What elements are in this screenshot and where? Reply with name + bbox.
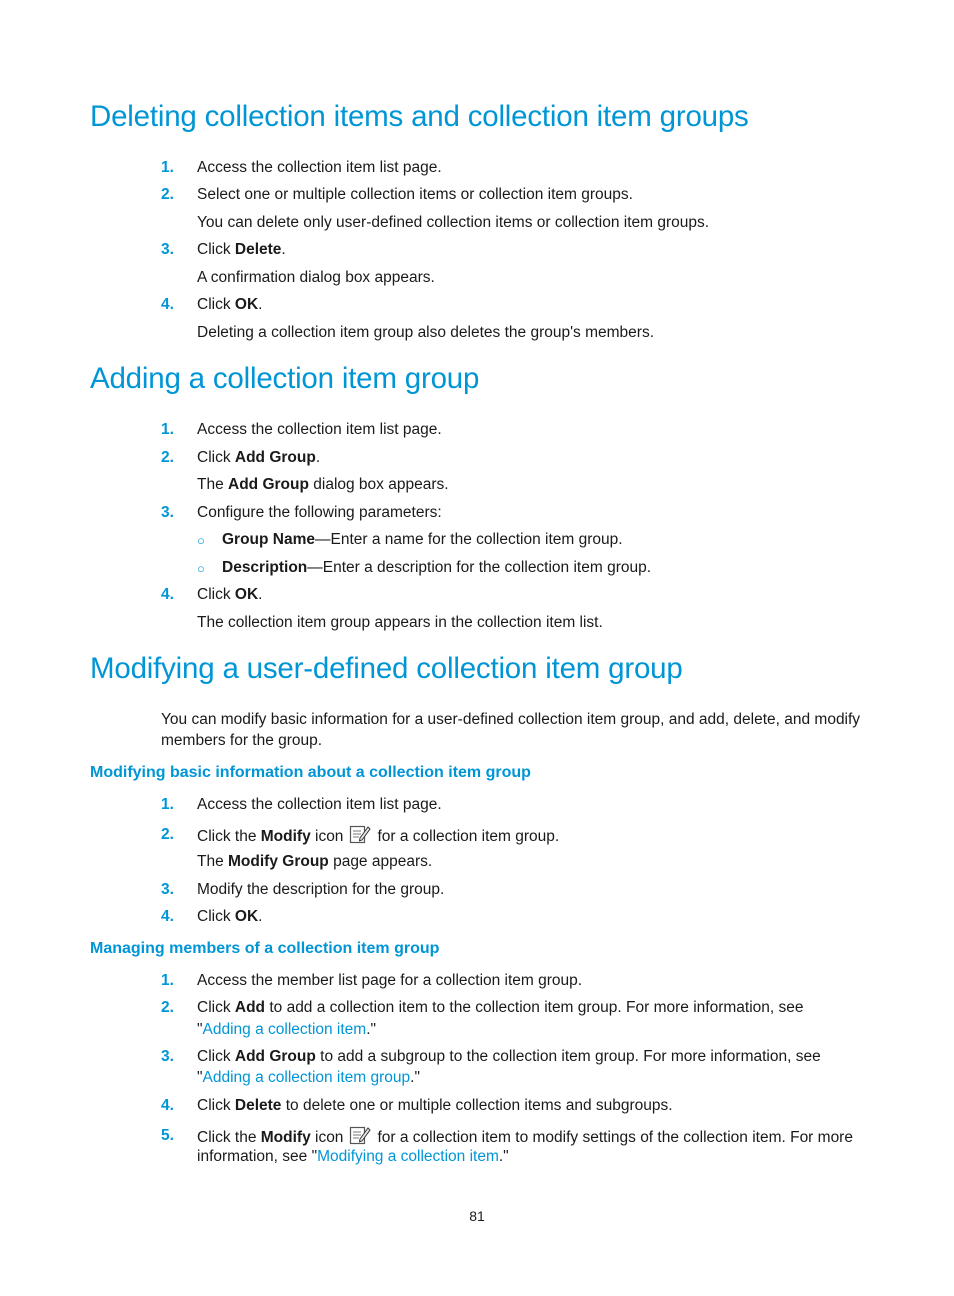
step-text: Click Delete to delete one or multiple collection items and subgroups. (197, 1097, 673, 1114)
step-number: 1. (161, 421, 174, 438)
step-note: You can delete only user-defined collection items or collection item groups. (197, 214, 710, 231)
step-text: Click the Modify icon for a collection item group. (197, 824, 559, 850)
step-text: Access the member list page for a collection item group. (197, 972, 583, 989)
step-number: 1. (161, 796, 174, 813)
step-number: 1. (161, 159, 174, 176)
step-note: The Modify Group page appears. (197, 853, 433, 870)
step-note: A confirmation dialog box appears. (197, 269, 435, 286)
step-text: Click Delete. (197, 241, 286, 258)
step-text: Select one or multiple collection items or collection item groups. (197, 186, 633, 203)
step-text: Click the Modify icon for a collection item to modify settings of the collection item. For more (197, 1125, 853, 1151)
step-number: 4. (161, 296, 174, 313)
step-number: 3. (161, 881, 174, 898)
step-text-cont: "Adding a collection item." (197, 1021, 377, 1038)
step-text-cont: information, see "Modifying a collection item." (197, 1148, 509, 1165)
step-text: Click Add Group to add a subgroup to the collection item group. For more information, see (197, 1048, 821, 1065)
step-number: 2. (161, 449, 174, 466)
bullet-text: Description—Enter a description for the collection item group. (222, 559, 652, 576)
bullet-icon: ○ (197, 561, 205, 576)
step-text: Configure the following parameters: (197, 504, 442, 521)
step-text: Access the collection item list page. (197, 159, 442, 176)
step-number: 1. (161, 972, 174, 989)
step-note: The collection item group appears in the collection item list. (197, 614, 603, 631)
link-adding-collection-item-group[interactable]: Adding a collection item group (202, 1069, 411, 1086)
step-text: Access the collection item list page. (197, 421, 442, 438)
heading-adding: Adding a collection item group (90, 362, 480, 395)
subheading-basic-info: Modifying basic information about a collection item group (90, 764, 531, 781)
step-note: The Add Group dialog box appears. (197, 476, 449, 493)
step-number: 4. (161, 1097, 174, 1114)
step-text-cont: "Adding a collection item group." (197, 1069, 420, 1086)
step-number: 5. (161, 1127, 174, 1144)
link-adding-collection-item[interactable]: Adding a collection item (202, 1021, 367, 1038)
step-number: 3. (161, 504, 174, 521)
step-text: Click OK. (197, 586, 263, 603)
modify-edit-icon (349, 824, 371, 850)
bullet-icon: ○ (197, 533, 205, 548)
step-text: Click Add Group. (197, 449, 321, 466)
step-number: 4. (161, 908, 174, 925)
step-note: Deleting a collection item group also deletes the group's members. (197, 324, 655, 341)
bullet-text: Group Name—Enter a name for the collection item group. (222, 531, 623, 548)
step-text: Modify the description for the group. (197, 881, 445, 898)
intro-paragraph: You can modify basic information for a user-defined collection item group, and add, delete, and modify members for the group. (161, 711, 861, 749)
step-number: 2. (161, 826, 174, 843)
step-number: 2. (161, 186, 174, 203)
page-number: 81 (469, 1208, 485, 1224)
step-text: Click OK. (197, 296, 263, 313)
step-text: Click Add to add a collection item to the collection item group. For more information, see (197, 999, 804, 1016)
step-text: Click OK. (197, 908, 263, 925)
subheading-members: Managing members of a collection item group (90, 940, 440, 957)
step-number: 2. (161, 999, 174, 1016)
step-number: 3. (161, 1048, 174, 1065)
step-number: 3. (161, 241, 174, 258)
heading-deleting: Deleting collection items and collection item groups (90, 100, 749, 133)
step-text: Access the collection item list page. (197, 796, 442, 813)
step-number: 4. (161, 586, 174, 603)
link-modifying-collection-item[interactable]: Modifying a collection item (317, 1148, 499, 1165)
heading-modifying: Modifying a user-defined collection item group (90, 652, 683, 685)
